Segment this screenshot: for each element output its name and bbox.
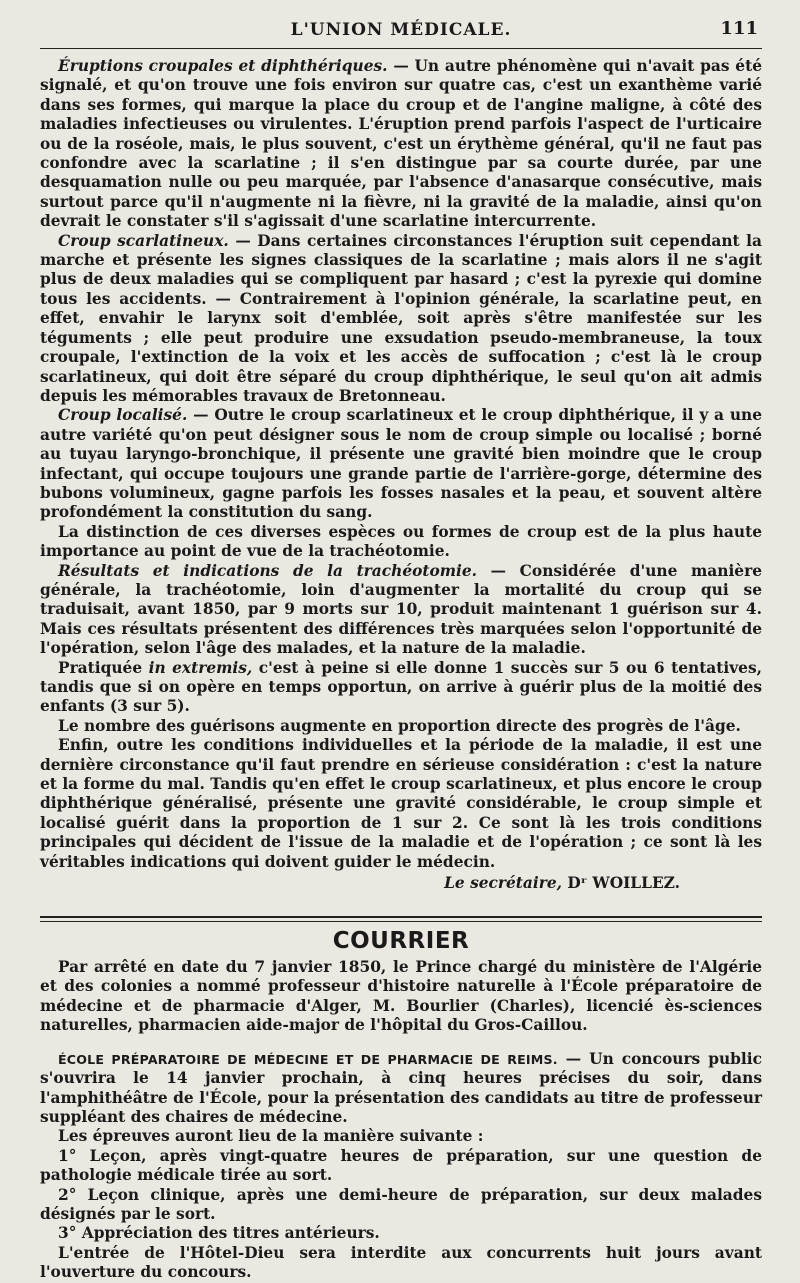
- page-header: [40, 16, 762, 42]
- paragraph-in-extremis: [40, 659, 762, 717]
- paragraph-distinction: La distinction de ces diverses espèces ou formes de croup est de la plus haute importance au point de vue de la trachéotomie.: [40, 522, 762, 561]
- paragraph-eruptions: [40, 57, 762, 232]
- paragraph-croup-localise: [40, 406, 762, 522]
- paragraph-lead: Éruptions croupales et diphthériques.: [58, 57, 388, 75]
- paragraph-arrete: Par arrêté en date du 7 janvier 1850, le Prince chargé du ministère de l'Algérie et des colonies a nommé professeur d'histoire naturelle à l'École préparatoire de médecine et de pharmacie d'Alger, M. Bourlier (Charles), licencié ès-sciences naturelles, pharmacien aide-major de l'hôpital du Gros-Caillou.: [40, 958, 762, 1035]
- signature-role: Le secrétaire,: [444, 874, 562, 893]
- institution-name: ÉCOLE PRÉPARATOIRE DE MÉDECINE ET DE PHARMACIE DE REIMS.: [58, 1051, 558, 1067]
- signature-name: Dʳ WOILLEZ.: [561, 874, 680, 893]
- paragraph-lead: Croup scarlatineux.: [58, 231, 229, 250]
- paragraph-text: — Dans certaines circonstances l'éruption suit cependant la marche et présente les signes classiques de la scarlatine ; mais alors il ne s'agit plus de deux maladies qui se compliquent par hasard ; c'est la pyrexie qui domine tous les accidents. — Contrairement à l'opinion générale, la scarlatine peut, en effet, envahir le larynx soit d'emblée, soit après s'être manifestée sur les téguments ; elle peut produire une exsudation pseudo-membraneuse, la toux croupale, l'extinction de la voix et les accès de suffocation ; c'est là le croup scarlatineux, qui doit être séparé du croup diphthérique, le seul qu'on ait admis depuis les mémorables travaux de Bretonneau.: [40, 231, 762, 405]
- courrier-body: [40, 958, 762, 1283]
- paragraph-text: — Outre le croup scarlatineux et le croup diphthérique, il y a une autre variété qu'on peut désigner sous le nom de croup simple ou localisé ; borné au tuyau laryngo-bronchique, il présente une gravité bien moindre que le croup infectant, qui occupe toujours une grande partie de l'arrière-gorge, détermine des bubons volumineux, gagne parfois les fosses nasales et la peau, et souvent altère profondément la constitution du sang.: [40, 406, 762, 522]
- paragraph-conclusion: Enfin, outre les conditions individuelles et la période de la maladie, il est une dernière circonstance qu'il faut prendre en sérieuse considération : c'est la nature et la forme du mal. Tandis qu'en effet le croup scarlatineux, et plus encore le croup diphthérique généralisé, présente une gravité considérable, le croup simple et localisé guérit dans la proportion de 1 sur 2. Ce sont là les trois conditions principales qui décident de l'issue de la maladie et de l'opération ; ce sont là les véritables indications qui doivent guider le médecin.: [40, 736, 762, 871]
- paragraph-epreuves: Les épreuves auront lieu de la manière suivante :: [58, 1127, 484, 1146]
- list-item-lecon-2: 2° Leçon clinique, après une demi-heure de préparation, sur deux malades désignés par le sort.: [40, 1185, 762, 1223]
- paragraph-text: — Considérée d'une manière générale, la trachéotomie, loin d'augmenter la mortalité du croup qui se traduisait, avant 1850, par 9 morts sur 10, produit maintenant 1 guérison sur 4. Mais ces résultats présentent des différences très marquées selon l'opportunité de l'opération, selon l'âge des malades, et la nature de la maladie.: [40, 561, 763, 658]
- paragraph-lead: Croup localisé.: [58, 406, 188, 425]
- paragraph-resultats: [40, 562, 762, 659]
- journal-title: L'UNION MÉDICALE.: [290, 20, 512, 40]
- separator-thick-rule: [40, 916, 762, 918]
- paragraph-croup-scarlatineux: [40, 232, 762, 407]
- paragraph-text: — Un concours public s'ouvrira le 14 janvier prochain, à cinq heures précises du soir, dans l'amphithéâtre de l'École, pour la présentation des candidats au titre de professeur suppléant des chaires de médecine.: [40, 1049, 762, 1126]
- header-rule: [40, 48, 762, 49]
- paragraph-text: Pratiquée: [58, 658, 149, 677]
- section-heading-courrier: COURRIER: [325, 928, 478, 954]
- paragraph-text: — Un autre phénomène qui n'avait pas été signalé, et qu'on trouve une fois environ sur quatre cas, c'est un exanthème varié dans ses formes, qui marque la place du croup et de l'angine maligne, à côté des maladies infectieuses ou virulentes. L'éruption prend parfois l'aspect de l'urticaire ou de la roséole, mais, le plus souvent, c'est un érythème général, qu'il ne faut pas confondre avec la scarlatine ; il s'en distingue par sa courte durée, par une desquamation nulle ou peu marquée, par l'absence d'anasarque consécutive, mais surtout parce qu'il n'augmente ni la fièvre, ni la gravité de la maladie, ainsi qu'on devrait le constater s'il s'agissait d'une scarlatine intercurrente.: [40, 57, 762, 231]
- list-item-titres: 3° Appréciation des titres antérieurs.: [58, 1224, 380, 1243]
- page-number: 111: [720, 18, 758, 39]
- separator-thin-rule: [40, 921, 762, 922]
- signature: [40, 873, 762, 894]
- paragraph-text: c'est à peine si elle donne 1 succès sur 5 ou 6 tentatives, tandis que si on opère en temps opportun, on arrive à guérir plus de la moitié des enfants (3 sur 5).: [40, 658, 762, 716]
- paragraph-guerisons: Le nombre des guérisons augmente en proportion directe des progrès de l'âge.: [58, 716, 741, 735]
- latin-phrase: in extremis,: [148, 658, 253, 677]
- paragraph-ecole-reims: [40, 1050, 762, 1128]
- article-body: [40, 57, 762, 894]
- paragraph-lead: Résultats et indications de la trachéotomie.: [58, 561, 478, 580]
- list-item-lecon-1: 1° Leçon, après vingt-quatre heures de préparation, sur une question de pathologie médicale tirée au sort.: [40, 1146, 762, 1185]
- section-separator: [40, 910, 762, 955]
- paragraph-hotel-dieu: L'entrée de l'Hôtel-Dieu sera interdite aux concurrents huit jours avant l'ouverture du concours.: [40, 1243, 762, 1282]
